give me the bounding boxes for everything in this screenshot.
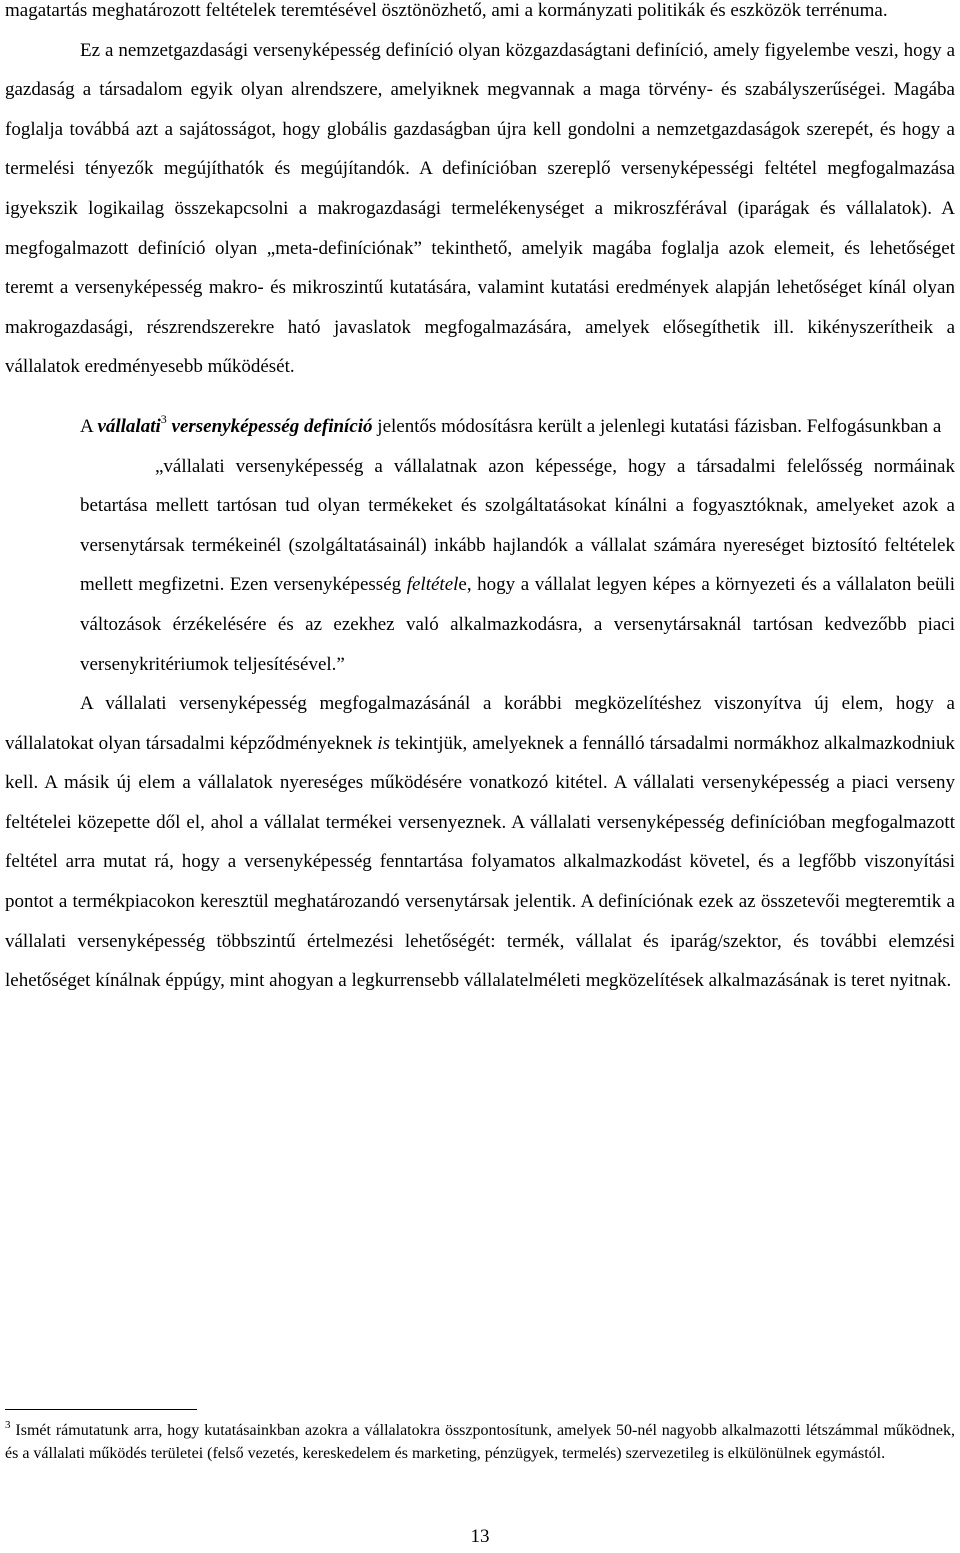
text-run: A	[80, 415, 93, 437]
emphasis-company: vállalati	[97, 415, 161, 437]
definition-quote	[5, 447, 955, 685]
quote-text: e, hogy a vállalat legyen képes a környezeti és a vállalaton beüli változások érzékelésére és az ezekhez való alkalmazkodásra, a versenytársaknál tartósan kedvezőbb piaci versenykritériumok teljesítésével.”	[80, 574, 955, 675]
footnote-reference: 3	[160, 411, 167, 426]
paragraph-continuation: magatartás meghatározott feltételek teremtésével ösztönözhető, ami a kormányzati politikák és eszközök terrénuma.	[5, 0, 888, 21]
paragraph-national-competitiveness: Ez a nemzetgazdasági versenyképesség definíció olyan közgazdaságtani definíció, amely figyelembe veszi, hogy a gazdaság a társadalom egyik olyan alrendszere, amelyiknek megvannak a maga törvény- és szabályszerűségei. Magába foglalja továbbá azt a sajátosságot, hogy globális gazdaságban újra kell gondolni a nemzetgazdaságok szerepét, és hogy a termelési tényezők megújíthatók és megújítandók. A definícióban szereplő versenyképességi feltétel megfogalmazása igyekszik logikailag összekapcsolni a makrogazdasági termelékenységet a mikroszférával (iparágak és vállalatok). A megfogalmazott definíció olyan „meta-definíciónak” tekinthető, amelyik magába foglalja azok elemeit, és lehetőséget teremt a versenyképesség makro- és mikroszintű kutatására, valamint kutatási eredmények alapján lehetőséget kínál olyan makrogazdasági, részrendszerekre ható javaslatok megfogalmazására, amelyek elősegíthetik ill. kikényszerítheik a vállalatok eredményesebb működését.	[5, 39, 955, 378]
paragraph-analysis	[5, 684, 955, 1001]
document-page	[5, 0, 955, 1001]
emphasis-is: is	[377, 732, 390, 754]
footnote-text: Ismét rámutatunk arra, hogy kutatásainkban azokra a vállalatokra összpontosítunk, amelyek 50-nél nagyobb alkalmazotti létszámmal működnek, és a vállalati működés területei (felső vezetés, kereskedelem és marketing, pénzügyek, termelés) szervezetileg is elkülönülnek egymástól.	[5, 1422, 956, 1462]
text-run: tekintjük, amelyeknek a fennálló társadalmi normákhoz alkalmazkodniuk kell. A másik új elem a vállalatok nyereséges működésére vonatkozó kitétel. A vállalati versenyképesség a piaci verseny feltételei közepette dől el, ahol a vállalat termékei versenyeznek. A vállalati versenyképesség definícióban megfogalmazott feltétel arra mutat rá, hogy a versenyképesség fenntartása folyamatos alkalmazkodást követel, és a legfőbb viszonyítási pontot a termékpiacokon keresztül meghatározandó versenytársak jelentik. A definíciónak ezek az összetevői megteremtik a vállalati versenyképesség többszintű értelmezési lehetőségét: termék, vállalat és iparág/szektor, és további elemzési lehetőséget kínálnak éppúgy, mint ahogyan a legkurrensebb vállalatelméleti megközelítések alkalmazásának is teret nyitnak.	[5, 732, 955, 992]
paragraph-gap	[5, 387, 955, 407]
emphasis-condition: feltétel	[406, 574, 459, 596]
text-run: jelentős módosításra került a jelenlegi kutatási fázisban. Felfogásunkban a	[377, 415, 942, 437]
paragraph-company-competitiveness-intro	[5, 407, 955, 447]
emphasis-definition: versenyképesség definíció	[171, 415, 373, 437]
footnote-marker: 3	[5, 1419, 11, 1431]
footnote-separator	[5, 1409, 197, 1410]
text-run: A vállalati versenyképesség megfogalmazásánál a korábbi megközelítéshez viszonyítva új elem, hogy a vállalatokat olyan társadalmi képződményeknek	[5, 693, 955, 754]
footnote	[5, 1420, 955, 1465]
quote-text: „vállalati versenyképesség a vállalatnak azon képessége, hogy a társadalmi felelősség normáinak betartása mellett tartósan tud olyan termékeket és szolgáltatásokat kínálni a fogyasztóknak, amelyeket azok a versenytársak termékeinél (szolgáltatásainál) inkább hajlandók a vállalat számára nyereséget biztosító feltételek mellett megfizetni. Ezen versenyképesség	[80, 455, 955, 596]
page-number: 13	[470, 1526, 490, 1547]
